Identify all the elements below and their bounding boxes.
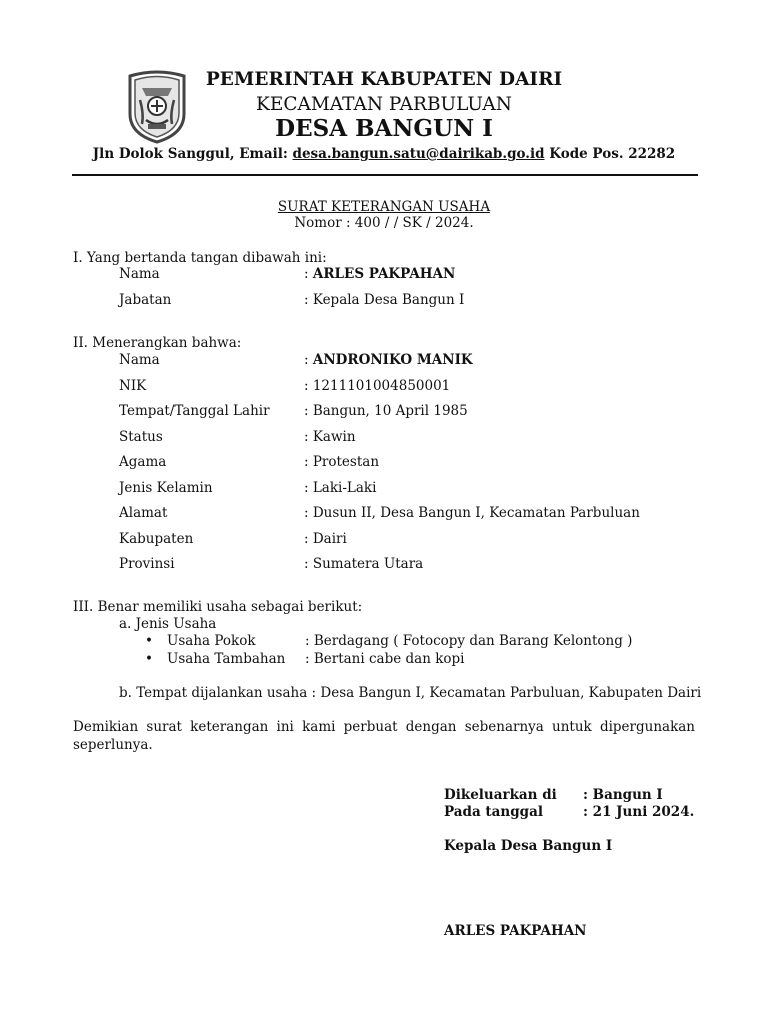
issued-date-row: Pada tanggal : 21 Juni 2024. <box>444 804 695 820</box>
subject-row: Tempat/Tanggal Lahir : Bangun, 10 April 1985 <box>119 403 468 419</box>
document-number: Nomor : 400 / / SK / 2024. <box>294 215 474 231</box>
subject-row: Alamat : Dusun II, Desa Bangun I, Kecamatan Parbuluan <box>119 505 640 521</box>
document-title: SURAT KETERANGAN USAHA <box>277 199 491 215</box>
address-suffix: Kode Pos. 22282 <box>544 146 676 162</box>
signer-position: Kepala Desa Bangun I <box>444 838 613 854</box>
letterhead-divider <box>72 174 698 176</box>
signer-row: Jabatan : Kepala Desa Bangun I <box>119 292 465 308</box>
signer-name: ARLES PAKPAHAN <box>444 923 587 939</box>
section-3-heading: III. Benar memiliki usaha sebagai berikut: <box>73 599 363 615</box>
subject-row: Agama : Protestan <box>119 454 380 470</box>
business-type-heading: a. Jenis Usaha <box>119 616 217 632</box>
letterhead-village-name: DESA BANGUN I <box>275 115 493 142</box>
section-2-heading: II. Menerangkan bahwa: <box>73 335 242 351</box>
letterhead-address <box>0 146 768 163</box>
signer-row: Nama : ARLES PAKPAHAN <box>119 266 456 282</box>
bullet-icon: • <box>145 633 153 649</box>
subject-row: Status : Kawin <box>119 429 356 445</box>
letterhead-line-2: KECAMATAN PARBULUAN <box>256 94 512 115</box>
closing-paragraph: Demikian surat keterangan ini kami perbuat dengan sebenarnya untuk dipergunakan seperlunya. <box>73 719 695 753</box>
subject-row: Nama : ANDRONIKO MANIK <box>119 352 473 368</box>
address-prefix: Jln Dolok Sanggul, Email: <box>92 146 293 162</box>
issued-place-row: Dikeluarkan di : Bangun I <box>444 787 663 803</box>
subject-row: Provinsi : Sumatera Utara <box>119 556 424 572</box>
section-1-heading: I. Yang bertanda tangan dibawah ini: <box>73 250 327 266</box>
subject-row: Kabupaten : Dairi <box>119 531 347 547</box>
business-bullet: • Usaha Tambahan : Bertani cabe dan kopi <box>145 651 465 667</box>
subject-row: NIK : 1211101004850001 <box>119 378 451 394</box>
business-location: b. Tempat dijalankan usaha : Desa Bangun I, Kecamatan Parbuluan, Kabupaten Dairi <box>119 685 702 701</box>
business-bullet: • Usaha Pokok : Berdagang ( Fotocopy dan Barang Kelontong ) <box>145 633 633 649</box>
letterhead-line-1: PEMERINTAH KABUPATEN DAIRI <box>205 69 563 90</box>
subject-row: Jenis Kelamin : Laki-Laki <box>119 480 377 496</box>
bullet-icon: • <box>145 651 153 667</box>
email-link[interactable]: desa.bangun.satu@dairikab.go.id <box>292 146 545 162</box>
